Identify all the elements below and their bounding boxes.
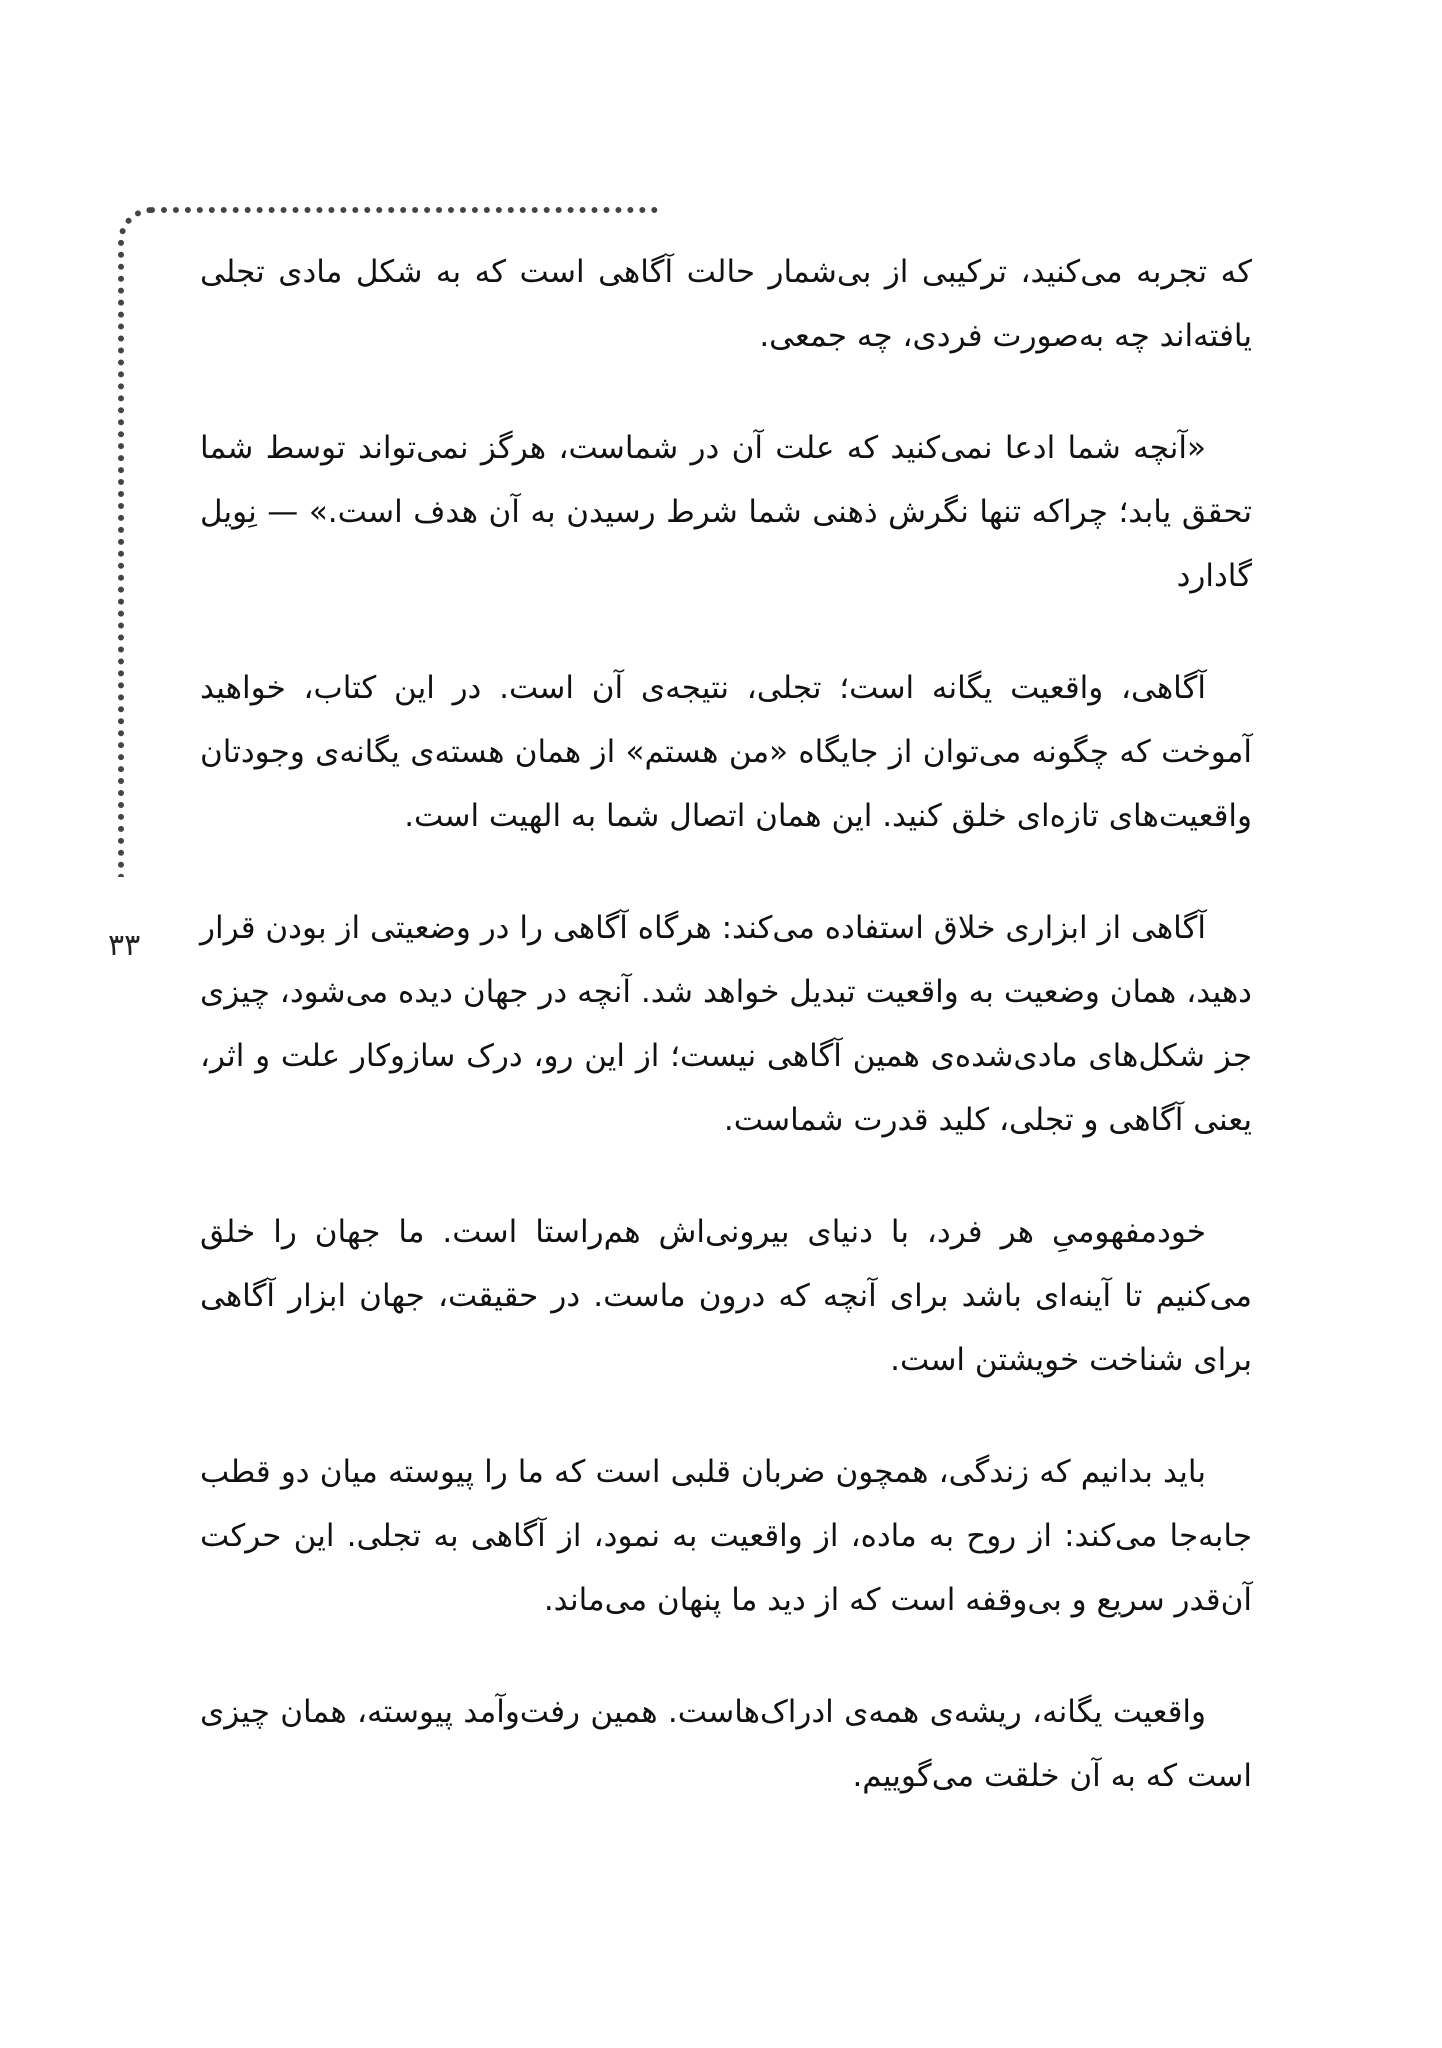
paragraph: آگاهی از ابزاری خلاق استفاده می‌کند: هرگاه آگاهی را در وضعیتی از بودن قرار دهید، همان وضعیت به واقعیت تبدیل خواهد شد. آنچه در جهان دیده می‌شود، چیزی جز شکل‌های مادی‌شده‌ی همین آگاهی نیست؛ از این رو، درک سازوکار علت و اثر، یعنی آگاهی و تجلی، کلید قدرت شماست. bbox=[200, 910, 1252, 1138]
paragraph: واقعیت یگانه، ریشه‌ی همه‌ی ادراک‌هاست. همین رفت‌وآمد پیوسته، همان چیزی است که به آن خلقت می‌گوییم. bbox=[200, 1694, 1252, 1794]
paragraph: باید بدانیم که زندگی، همچون ضربان قلبی است که ما را پیوسته میان دو قطب جابه‌جا می‌کند: از روح به ماده، از واقعیت به نمود، از آگاهی به تجلی. این حرکت آن‌قدر سریع و بی‌وقفه است که از دید ما پنهان می‌ماند. bbox=[200, 1454, 1252, 1618]
paragraph: آگاهی، واقعیت یگانه است؛ تجلی، نتیجه‌ی آن است. در این کتاب، خواهید آموخت که چگونه می‌توان از جایگاه «من هستم» از همان هسته‌ی یگانه‌ی وجودتان واقعیت‌های تازه‌ای خلق کنید. این همان اتصال شما به الهیت است. bbox=[200, 670, 1252, 834]
paragraph-continuation: که تجربه می‌کنید، ترکیبی از بی‌شمار حالت آگاهی است که به شکل مادی تجلی یافته‌اند چه به‌صورت فردی، چه جمعی. bbox=[200, 254, 1252, 354]
body-text bbox=[200, 240, 1252, 1856]
page-number: ۳۳ bbox=[108, 928, 141, 963]
paragraph-quote: «آنچه شما ادعا نمی‌کنید که علت آن در شماست، هرگز نمی‌تواند توسط شما تحقق یابد؛ چراکه تنها نگرش ذهنی شما شرط رسیدن به آن هدف است.» — نِویل گادارد bbox=[200, 430, 1252, 594]
paragraph: خودمفهومیِ هر فرد، با دنیای بیرونی‌اش هم‌راستا است. ما جهان را خلق می‌کنیم تا آینه‌ای باشد برای آنچه که درون ماست. در حقیقت، جهان ابزار آگاهی برای شناخت خویشتن است. bbox=[200, 1214, 1252, 1378]
